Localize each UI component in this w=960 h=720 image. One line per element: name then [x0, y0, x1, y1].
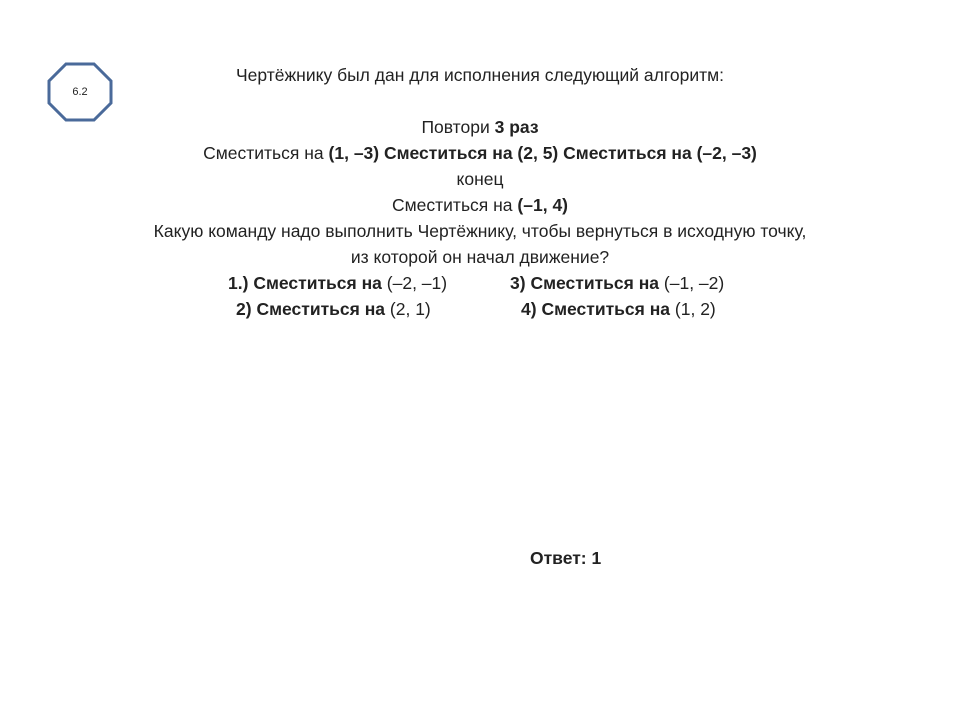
option-4: [521, 296, 716, 322]
option-value: (1, 2): [674, 299, 716, 319]
option-2: [236, 296, 431, 322]
after-loop-line: [0, 192, 960, 218]
option-number: 4): [521, 299, 537, 319]
option-number: 1.): [228, 273, 249, 293]
option-value: (2, 1): [389, 299, 431, 319]
option-value: (–1, –2): [663, 273, 725, 293]
repeat-line: [0, 114, 960, 140]
loop-end-line: конец: [456, 169, 504, 189]
option-number: 3): [510, 273, 526, 293]
question-line-1: Какую команду надо выполнить Чертёжнику, чтобы вернуться в исходную точку,: [153, 221, 807, 241]
loop-cmd-prefix: Сместиться на: [203, 143, 329, 163]
question-line-2: из которой он начал движение?: [350, 247, 610, 267]
answer-text: Ответ: 1: [530, 548, 602, 568]
repeat-count: 3 раз: [494, 117, 539, 137]
answer-options: [0, 270, 960, 322]
after-cmd-value: (–1, 4): [517, 195, 568, 215]
option-command: Сместиться на: [256, 299, 386, 319]
after-cmd-prefix: Сместиться на: [391, 195, 518, 215]
loop-cmds: (1, –3) Сместиться на (2, 5) Сместиться на (–2, –3): [328, 143, 757, 163]
option-command: Сместиться на: [541, 299, 671, 319]
repeat-prefix: Повтори: [421, 117, 495, 137]
option-3: [510, 270, 724, 296]
badge-label: 6.2: [72, 86, 88, 98]
option-1: [228, 270, 447, 296]
loop-body-line: [0, 140, 960, 166]
option-command: Сместиться на: [530, 273, 660, 293]
option-command: Сместиться на: [253, 273, 382, 293]
option-number: 2): [236, 299, 252, 319]
task-text: [0, 62, 960, 322]
option-value: (–2, –1): [386, 273, 448, 293]
intro-line: Чертёжнику был дан для исполнения следующий алгоритм:: [235, 65, 725, 85]
